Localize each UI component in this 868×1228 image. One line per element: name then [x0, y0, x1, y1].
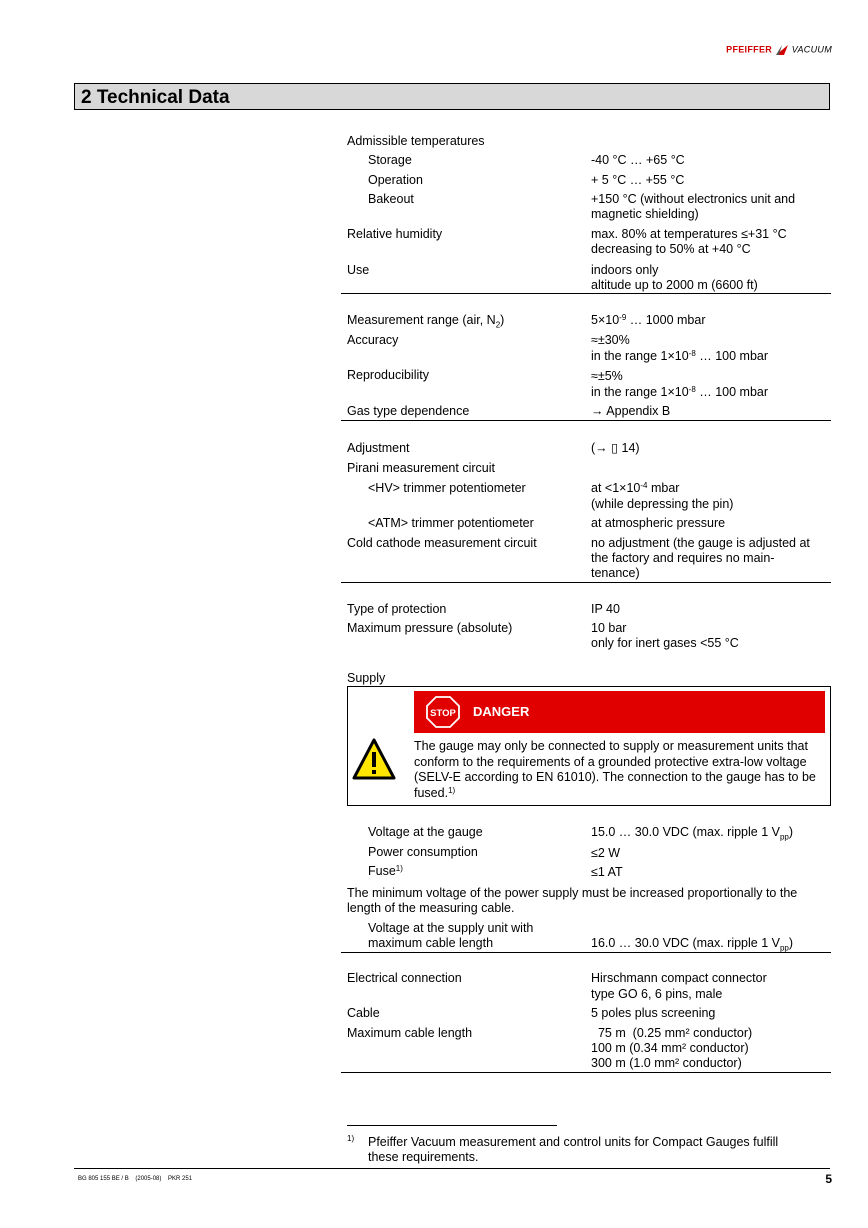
danger-text: The gauge may only be connected to supply or measurement units that conform to the requirements of a grounded protective extra-low voltage (SELV-E according to EN 61010). The connection to the gauge has to be fused.$^{1)}$	[414, 739, 816, 800]
logo-mark-icon	[775, 44, 789, 56]
section-divider	[341, 952, 831, 953]
hv-trimmer-value-line2: (while depressing the pin)	[591, 497, 734, 511]
danger-header-bar	[414, 691, 825, 733]
operation-value: + 5 °C … +55 °C	[591, 173, 685, 187]
electrical-connection-value-line1: Hirschmann compact connector	[591, 971, 767, 985]
use-value-line2: altitude up to 2000 m (6600 ft)	[591, 278, 758, 292]
pirani-label: Pirani measurement circuit	[347, 461, 495, 475]
cable-label: Cable	[347, 1006, 380, 1020]
measurement-range-value: $5\times 10^{-9}$ … 1000 mbar	[591, 313, 706, 327]
max-cable-length-label: Maximum cable length	[347, 1026, 473, 1040]
cold-cathode-value-line1: no adjustment (the gauge is adjusted at	[591, 536, 810, 550]
protection-value: IP 40	[591, 602, 620, 616]
use-label: Use	[347, 263, 370, 277]
footnote-rule	[347, 1125, 557, 1126]
power-consumption-value: ≤2 W	[591, 846, 621, 860]
fuse-value: ≤1 AT	[591, 865, 623, 879]
humidity-value-line1: max. 80% at temperatures ≤+31 °C	[591, 227, 787, 241]
max-cable-length-value-line2: 100 m (0.34 mm² conductor)	[591, 1041, 749, 1055]
fuse-label: Fuse$^{1)}$	[368, 864, 403, 878]
logo-brand: PFEIFFER	[726, 44, 773, 55]
storage-label: Storage	[368, 153, 412, 167]
page-number: 5	[825, 1172, 832, 1186]
footer-rule	[74, 1168, 830, 1169]
logo-product: VACUUM	[791, 44, 832, 55]
reproducibility-value-line2: in the range $1\times 10^{-8}$ … 100 mbar	[591, 385, 769, 399]
section-divider	[341, 420, 831, 421]
max-cable-length-value-line1: 75 m (0.25 mm² conductor)	[591, 1026, 753, 1040]
bakeout-value-line2: magnetic shielding)	[591, 207, 699, 221]
hv-trimmer-label: <HV> trimmer potentiometer	[368, 481, 526, 495]
supply-unit-label-line2: maximum cable length	[368, 936, 494, 950]
cold-cathode-value-line3: tenance)	[591, 566, 640, 580]
atm-trimmer-value: at atmospheric pressure	[591, 516, 726, 530]
use-value-line1: indoors only	[591, 263, 659, 277]
humidity-label: Relative humidity	[347, 227, 443, 241]
atm-trimmer-label: <ATM> trimmer potentiometer	[368, 516, 534, 530]
section-divider	[341, 293, 831, 294]
footnote-text-line1: Pfeiffer Vacuum measurement and control units for Compact Gauges fulfill	[368, 1135, 779, 1149]
accuracy-value-line2: in the range $1\times 10^{-8}$ … 100 mbar	[591, 349, 769, 363]
operation-label: Operation	[368, 173, 423, 187]
supply-unit-value: 16.0 … 30.0 VDC (max. ripple 1 $V_{pp}$)	[591, 936, 794, 953]
footnote-text-line2: these requirements.	[368, 1150, 479, 1164]
power-consumption-label: Power consumption	[368, 845, 478, 859]
protection-label: Type of protection	[347, 602, 447, 616]
footnote-mark: 1)	[347, 1134, 355, 1143]
reproducibility-value-line1: ≈±5%	[591, 369, 623, 383]
admissible-temperatures-label: Admissible temperatures	[347, 134, 485, 148]
supply-unit-label-line1: Voltage at the supply unit with	[368, 921, 534, 935]
max-pressure-value-line1: 10 bar	[591, 621, 627, 635]
measurement-range-label: Measurement range (air, $N_2$)	[347, 313, 505, 330]
gas-type-label: Gas type dependence	[347, 404, 470, 418]
max-cable-length-value-line3: 300 m (1.0 mm² conductor)	[591, 1056, 742, 1070]
accuracy-value-line1: ≈±30%	[591, 333, 630, 347]
accuracy-label: Accuracy	[347, 333, 399, 347]
hv-trimmer-value-line1: at $<1\times 10^{-4}$ mbar	[591, 481, 680, 495]
electrical-connection-value-line2: type GO 6, 6 pins, male	[591, 987, 723, 1001]
voltage-gauge-value: 15.0 … 30.0 VDC (max. ripple 1 $V_{pp}$)	[591, 825, 794, 842]
document-id: BG 805 155 BE / B (2005-08) PKR 251	[78, 1176, 193, 1182]
pfeiffer-logo	[726, 44, 832, 56]
min-voltage-note-line2: length of the measuring cable.	[347, 901, 515, 915]
cold-cathode-label: Cold cathode measurement circuit	[347, 536, 537, 550]
cable-value: 5 poles plus screening	[591, 1006, 716, 1020]
section-divider	[341, 1072, 831, 1073]
warning-triangle-icon	[352, 738, 396, 780]
chapter-heading	[74, 83, 830, 110]
cold-cathode-value-line2: the factory and requires no main-	[591, 551, 775, 565]
bakeout-label: Bakeout	[368, 192, 414, 206]
voltage-gauge-label: Voltage at the gauge	[368, 825, 483, 839]
section-divider	[341, 582, 831, 583]
electrical-connection-label: Electrical connection	[347, 971, 462, 985]
svg-text:STOP: STOP	[430, 708, 456, 719]
gas-type-value: → Appendix B	[591, 404, 671, 418]
reproducibility-label: Reproducibility	[347, 368, 429, 382]
supply-label: Supply	[347, 671, 386, 685]
storage-value: -40 °C … +65 °C	[591, 153, 685, 167]
max-pressure-value-line2: only for inert gases <55 °C	[591, 636, 739, 650]
min-voltage-note-line1: The minimum voltage of the power supply must be increased proportionally to the	[347, 886, 798, 900]
stop-sign-icon	[426, 696, 460, 728]
max-pressure-label: Maximum pressure (absolute)	[347, 621, 513, 635]
adjustment-value: (→ ▯ 14)	[591, 441, 640, 455]
adjustment-label: Adjustment	[347, 441, 410, 455]
bakeout-value-line1: +150 °C (without electronics unit and	[591, 192, 796, 206]
danger-title: DANGER	[473, 704, 530, 719]
humidity-value-line2: decreasing to 50% at +40 °C	[591, 242, 751, 256]
chapter-title: 2 Technical Data	[81, 87, 230, 108]
